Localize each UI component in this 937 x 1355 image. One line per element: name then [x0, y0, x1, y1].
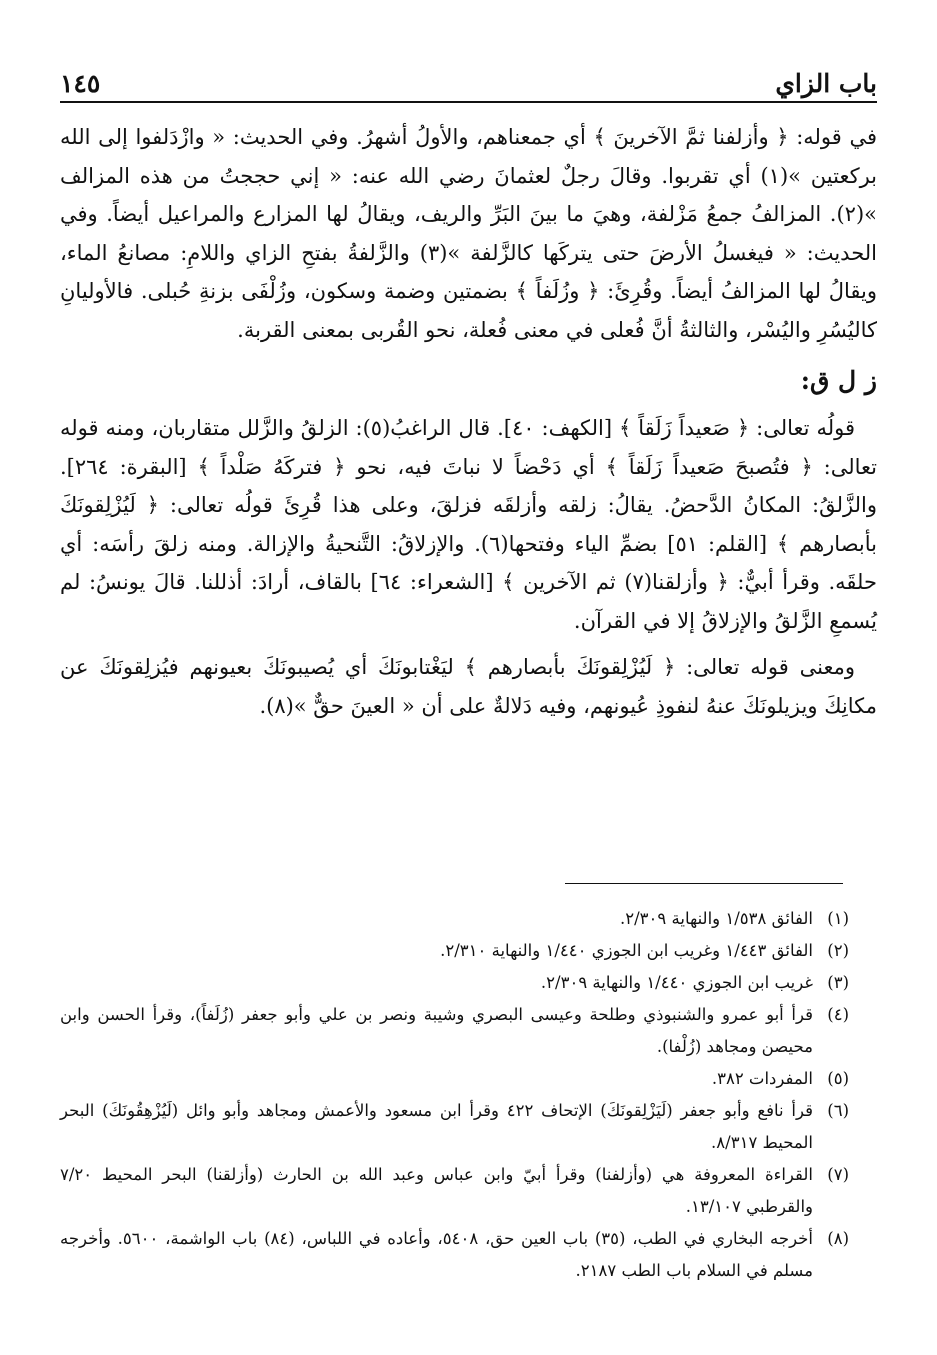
footnotes: [60, 903, 849, 1287]
footnote-rule: [565, 883, 843, 884]
footnote-number: (٨): [827, 1229, 849, 1248]
footnote-text: أخرجه البخاري في الطب، (٣٥) باب العين حق، ٥٤٠٨، وأعاده في اللباس، (٨٤) باب الواشمة، ٥٦٠٠. وأخرجه مسلم في السلام باب الطب ٢١٨٧.: [60, 1229, 813, 1280]
chapter-title: باب الزاي: [775, 69, 877, 98]
entry-heading: ز ل ق:: [800, 366, 877, 395]
page-number: ١٤٥: [60, 69, 101, 98]
paragraph-1: في قوله: ﴿ وأزلفنا ثمَّ الآخرينَ ﴾ أي جمعناهم، والأولُ أشهرُ. وفي الحديث: « وازْدَلفوا إلى الله بركعتين »(١) أي تقربوا. وقالَ رجلٌ لعثمانَ رضي الله عنه: « إني حججتُ من هذه المزالف »(٢). المزالفُ جمعُ مَزْلفة، وهيَ ما بينَ البَرِّ والريف، ويقالُ لها المزارع والمراعيل أيضاً. وفي الحديث: « فيغسلُ الأرضَ حتى يتركَها كالزَّلفة »(٣) والزَّلفةُ بفتحِ الزاي واللامِ: مصانعُ الماء، ويقالُ لها المزالفُ أيضاً. وقُرِئَ: ﴿ وزُلَفاً ﴾ بضمتين وضمة وسكون، وزُلْفَى بزنةِ حُبلى. فالأوليانِ كاليُسُرِ واليُسْر، والثالثةُ أنَّ فُعلى في معنى فُعلة، نحو القُربى بمعنى القربة.: [60, 125, 878, 342]
footnote: [60, 967, 849, 999]
header-rule: [60, 101, 877, 103]
page-header: [60, 58, 877, 98]
footnote-number: (٣): [827, 973, 849, 992]
footnote: [60, 935, 849, 967]
footnote-number: (٤): [827, 1005, 849, 1024]
paragraph-2: قولُه تعالى: ﴿ صَعيداً زَلَقاً ﴾ [الكهف: ٤٠]. قال الراغبُ(٥): الزلقُ والزَّلل متقاربان، ومنه قوله تعالى: ﴿ فتُصبحَ صَعيداً زَلَقاً ﴾ أي دَحْضاً لا نباتَ فيه، نحو ﴿ فتركَهُ صَلْداً ﴾ [البقرة: ٢٦٤]. والزَّلقُ: المكانُ الدَّحضُ. يقالُ: زلقه وأزلقَه فزلقَ، وعلى هذا قُرِئَ قولُه تعالى: ﴿ لَيُزْلِقونَكَ بأبصارهم ﴾ [القلم: ٥١] بضمِّ الياء وفتحها(٦). والإزلاقُ: التَّنحيةُ والإزالة. ومنه زلقَ رأسَه: أي حلقَه. وقرأ أبيٌّ: ﴿ وأزلقنا(٧) ثم الآخرين ﴾ [الشعراء: ٦٤] بالقاف، أرادَ: أذللنا. قالَ يونسُ: لم يُسمعِ الزَّلقُ والإزلاقُ إلا في القرآن.: [60, 416, 877, 633]
footnote-text: المفردات ٣٨٢.: [711, 1069, 813, 1088]
footnote-text: القراءة المعروفة هي (وأزلفنا) وقرأ أبيّ وابن عباس وعبد الله بن الحارث (وأزلقنا) البحر المحيط ٧/٢٠ والقرطبي ١٣/١٠٧.: [60, 1165, 813, 1216]
footnote-text: قرأ أبو عمرو والشنبوذي وطلحة وعيسى البصري وشيبة ونصر بن علي وأبو جعفر (زُلَفاً)، وقرأ الحسن وابن محيصن ومجاهد (زُلْفا).: [60, 1005, 813, 1056]
paragraph-3: ومعنى قوله تعالى: ﴿ لَيُزْلِقونَكَ بأبصارهم ﴾ ليَغْتابونَكَ أي يُصيبونَكَ بعيونهم فيُزلِقونَكَ عن مكانِكَ ويزيلونَكَ عنهُ لنفوذِ عُيونهم، وفيه دَلالةٌ على أن « العينَ حقٌّ »(٨).: [60, 655, 877, 718]
footnote-text: الفائق ١/٤٤٣ وغريب ابن الجوزي ١/٤٤٠ والنهاية ٢/٣١٠.: [440, 941, 813, 960]
footnote-number: (٦): [827, 1101, 849, 1120]
footnote-text: غريب ابن الجوزي ١/٤٤٠ والنهاية ٢/٣٠٩.: [540, 973, 813, 992]
footnote-number: (١): [827, 909, 849, 928]
footnote: [60, 1223, 849, 1287]
footnote: [60, 903, 849, 935]
footnote: [60, 1159, 849, 1223]
footnote: [60, 999, 849, 1063]
footnote-number: (٧): [827, 1165, 849, 1184]
footnote: [60, 1063, 849, 1095]
footnote-text: قرأ نافع وأبو جعفر (لَيَزْلِقونَكَ) الإتحاف ٤٢٢ وقرأ ابن مسعود والأعمش ومجاهد وأبو وائل (لَيُزْهِقُونَكَ) البحر المحيط ٨/٣١٧.: [60, 1101, 813, 1152]
footnote-number: (٢): [827, 941, 849, 960]
main-text: [60, 118, 877, 725]
footnote-text: الفائق ١/٥٣٨ والنهاية ٢/٣٠٩.: [620, 909, 813, 928]
footnote: [60, 1095, 849, 1159]
footnote-number: (٥): [827, 1069, 849, 1088]
paragraph-gap: [60, 640, 877, 648]
